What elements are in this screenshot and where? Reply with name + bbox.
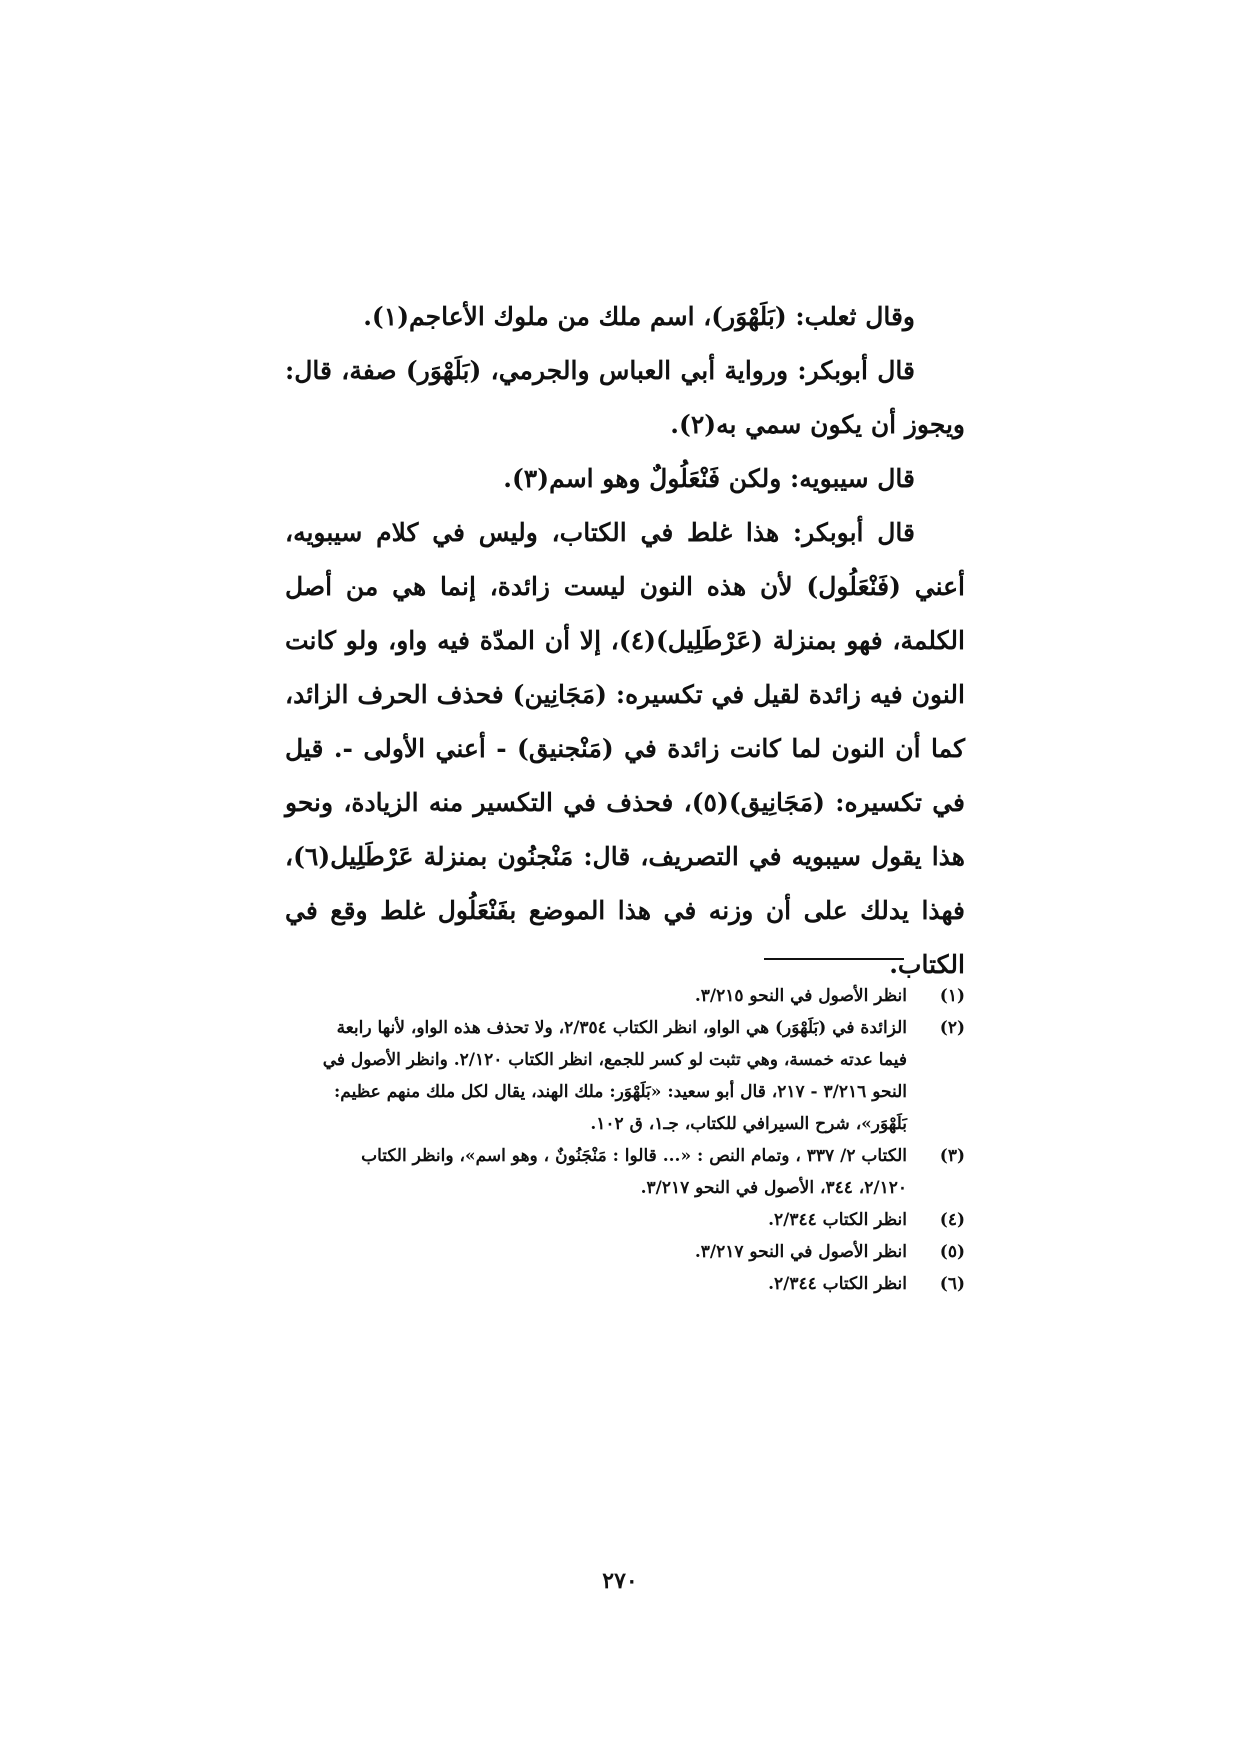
footnote-line: بَلَهْوَر»، شرح السيرافي للكتاب، جـ١، ق ١٠٢. <box>590 1114 907 1134</box>
footnote-number: (٥) <box>939 1242 965 1262</box>
footnote-separator <box>764 958 904 960</box>
footnote-line: الكتاب ٢/ ٣٣٧ ، وتمام النص : «... قالوا : مَنْجَنُونٌ ، وهو اسم»، وانظر الكتاب <box>361 1146 907 1166</box>
footnote-6 <box>285 1268 965 1300</box>
footnote-1 <box>285 980 965 1012</box>
footnote-5 <box>285 1236 965 1268</box>
footnote-number: (٦) <box>939 1274 965 1294</box>
footnote-number: (٢) <box>939 1018 965 1038</box>
footnote-3 <box>285 1140 965 1204</box>
footnote-text <box>285 1204 907 1236</box>
footnote-line: انظر الأصول في النحو ٣/٢١٥. <box>694 986 907 1006</box>
footnote-line: فيما عدته خمسة، وهي تثبت لو كسر للجمع، انظر الكتاب ٢/١٢٠. وانظر الأصول في <box>322 1050 907 1070</box>
footnote-text <box>285 1012 907 1140</box>
footnote-number: (٤) <box>939 1210 965 1230</box>
footnote-4 <box>285 1204 965 1236</box>
footnote-number: (٣) <box>939 1146 965 1166</box>
footnote-line: انظر الكتاب ٢/٣٤٤. <box>768 1274 907 1294</box>
footnotes-section <box>285 980 965 1300</box>
paragraph-4: قال أبوبكر: هذا غلط في الكتاب، وليس في كلام سيبويه، أعني (فَنْعَلُول) لأن هذه النون ليست زائدة، إنما هي من أصل الكلمة، فهو بمنزلة (عَرْطَلِيل)(٤)، إلا أن المدّة فيه واو، ولو كانت النون فيه زائدة لقيل في تكسيره: (مَجَانِين) فحذف الحرف الزائد، كما أن النون لما كانت زائدة في (مَنْجنيق) - أعني الأولى -. قيل في تكسيره: (مَجَانِيق)(٥)، فحذف في التكسير منه الزيادة، ونحو هذا يقول سيبويه في التصريف، قال: مَنْجنُون بمنزلة عَرْطَلِيل(٦)، فهذا يدلك على أن وزنه في هذا الموضع بفَنْعَلُول غلط وقع في الكتاب. <box>285 518 965 979</box>
footnote-text <box>285 1140 907 1204</box>
footnote-line: انظر الكتاب ٢/٣٤٤. <box>768 1210 907 1230</box>
footnote-line: انظر الأصول في النحو ٣/٢١٧. <box>694 1242 907 1262</box>
footnote-number: (١) <box>939 986 965 1006</box>
footnote-text <box>285 980 907 1012</box>
footnote-text <box>285 1236 907 1268</box>
footnote-text <box>285 1268 907 1300</box>
paragraph-1: وقال ثعلب: (بَلَهْوَر)، اسم ملك من ملوك الأعاجم(١). <box>363 302 915 331</box>
page-number: ٢٧٠ <box>602 1568 638 1594</box>
footnote-line: النحو ٣/٢١٦ - ٢١٧، قال أبو سعيد: «بَلَهْوَر: ملك الهند، يقال لكل ملك منهم عظيم: <box>333 1082 907 1102</box>
footnote-line: ٢/١٢٠، ٣٤٤، الأصول في النحو ٣/٢١٧. <box>640 1178 907 1198</box>
main-text-body <box>285 290 965 992</box>
paragraph-3: قال سيبويه: ولكن فَنْعَلُولٌ وهو اسم(٣). <box>503 464 915 493</box>
paragraph-2: قال أبوبكر: ورواية أبي العباس والجرمي، (بَلَهْوَر) صفة، قال: ويجوز أن يكون سمي به(٢). <box>285 356 965 439</box>
footnote-line: الزائدة في (بَلَهْوَر) هي الواو، انظر الكتاب ٢/٣٥٤، ولا تحذف هذه الواو، لأنها رابعة <box>336 1018 907 1038</box>
footnote-2 <box>285 1012 965 1140</box>
